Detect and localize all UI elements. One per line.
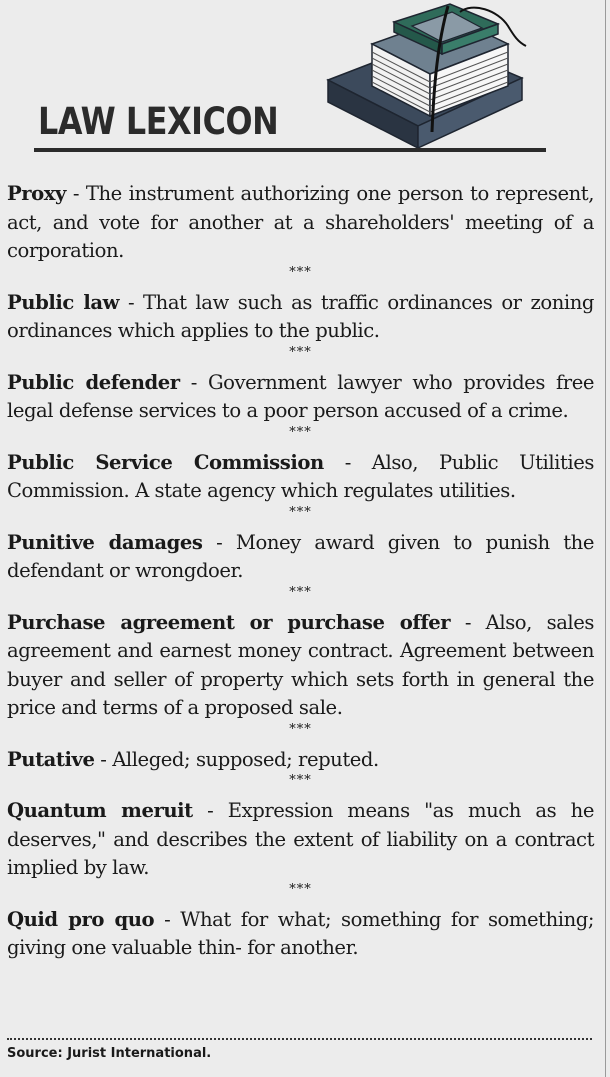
dotted-divider xyxy=(7,1038,592,1040)
entry-term: Public law xyxy=(7,290,119,314)
separator: *** xyxy=(289,264,312,280)
entry-definition: - Expression means "as much as he deserves," and describes the extent of liability on a contract implied by law. xyxy=(7,799,594,879)
entry-definition: - Alleged; supposed; reputed. xyxy=(94,747,379,771)
separator: *** xyxy=(289,881,312,897)
entry xyxy=(7,797,594,883)
entry-term: Public Service Commission xyxy=(7,450,324,474)
entry-term: Quantum meruit xyxy=(7,799,193,822)
entry-term: Proxy xyxy=(7,182,66,205)
entry xyxy=(7,906,594,963)
page-title: LAW LEXICON xyxy=(38,100,279,143)
separator: *** xyxy=(289,773,312,788)
entry xyxy=(7,746,594,775)
separator: *** xyxy=(289,584,312,600)
entry-definition: - Government lawyer who provides free legal defense services to a poor person accused of a crime. xyxy=(7,370,594,422)
entry-definition: - What for what; something for something; giving one valuable thin- for another. xyxy=(7,907,594,959)
entry-term: Public defender xyxy=(7,370,180,394)
entry-definition: - The instrument authorizing one person to represent, act, and vote for another at a shareholders' meeting of a corporation. xyxy=(7,182,594,262)
entry xyxy=(7,449,594,506)
entry xyxy=(7,180,594,266)
source-credit: Source: Jurist International. xyxy=(7,1046,212,1061)
entry-definition: - Money award given to punish the defendant or wrongdoer. xyxy=(7,530,594,582)
entry-term: Quid pro quo xyxy=(7,907,155,931)
entry-term: Punitive damages xyxy=(7,530,203,554)
page-edge-line xyxy=(605,0,606,1077)
separator: *** xyxy=(289,424,312,440)
entry-term: Purchase agreement or purchase offer xyxy=(7,610,451,634)
separator: *** xyxy=(289,344,312,360)
entry-term: Putative xyxy=(7,747,95,771)
separator: *** xyxy=(289,504,312,520)
entry xyxy=(7,289,594,346)
entry xyxy=(7,529,594,586)
entry xyxy=(7,609,594,723)
lexicon-entries xyxy=(7,180,594,963)
entry xyxy=(7,369,594,426)
books-stack-icon xyxy=(322,2,532,152)
entry-definition: - Also, Public Utilities Commission. A state agency which regulates utilities. xyxy=(7,450,594,502)
separator: *** xyxy=(289,721,312,737)
entry-definition: - Also, sales agreement and earnest money contract. Agreement between buyer and seller of property which sets forth in general the price and terms of a proposed sale. xyxy=(7,610,594,719)
title-underline xyxy=(34,148,546,152)
header xyxy=(0,0,610,160)
entry-definition: - That law such as traffic ordinances or zoning ordinances which applies to the public. xyxy=(7,290,595,342)
